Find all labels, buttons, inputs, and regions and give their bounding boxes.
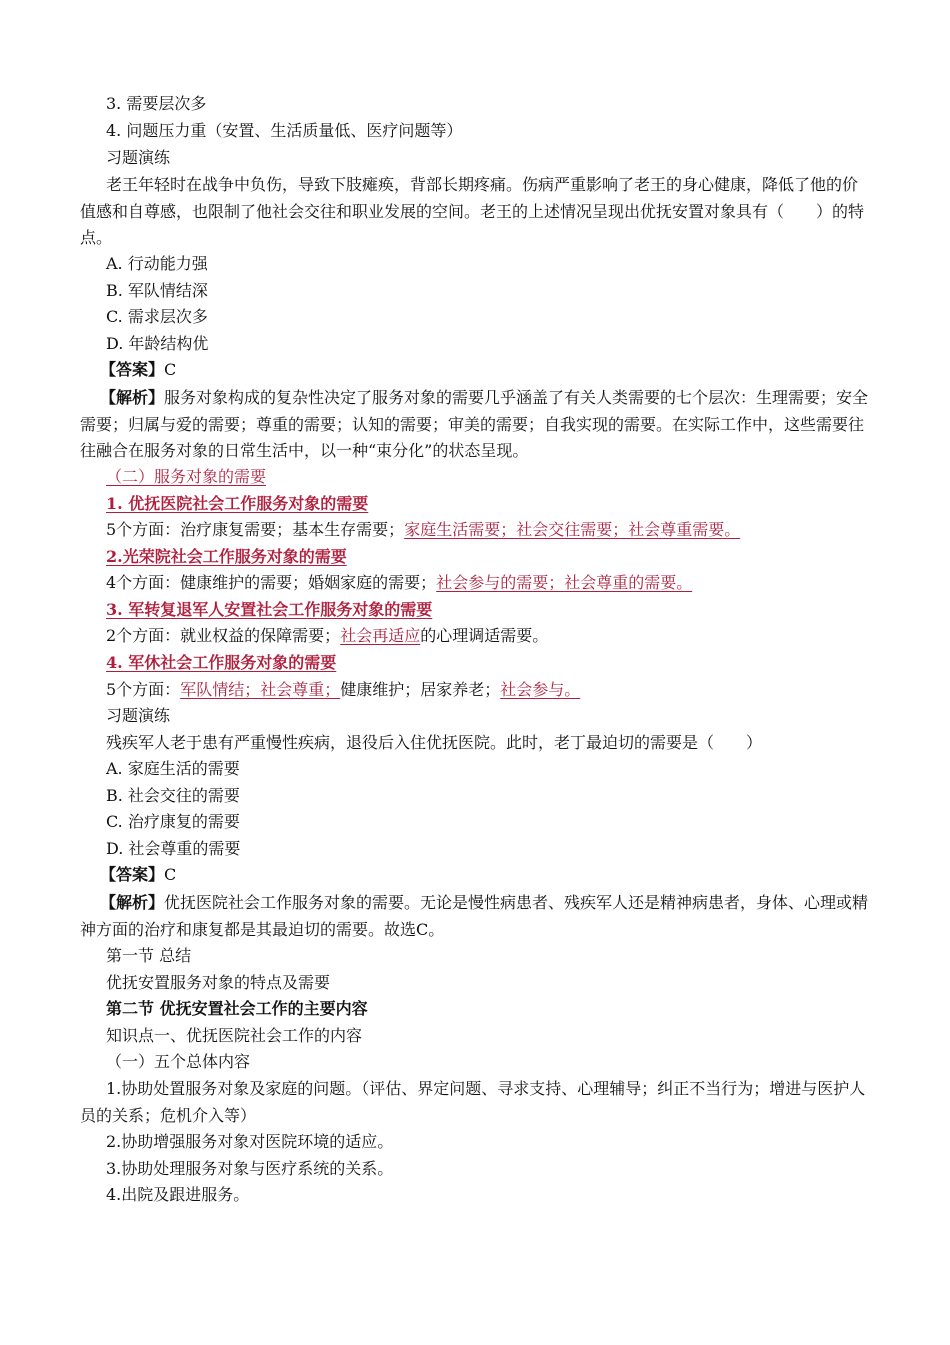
exercise-label: 习题演练 bbox=[106, 706, 171, 725]
analysis-paragraph bbox=[80, 385, 870, 465]
analysis-paragraph bbox=[80, 890, 870, 943]
subsection-title: （一）五个总体内容 bbox=[106, 1052, 251, 1071]
needs-heading-4: 4. 军休社会工作服务对象的需要 bbox=[106, 653, 337, 672]
needs-heading-3: 3. 军转复退军人安置社会工作服务对象的需要 bbox=[106, 600, 433, 619]
needs-line-3-plain: 2个方面：就业权益的保障需要； bbox=[106, 626, 341, 645]
needs-heading-1: 1. 优抚医院社会工作服务对象的需要 bbox=[106, 494, 369, 513]
question-text: 残疾军人老于患有严重慢性疾病，退役后入住优抚医院。此时，老丁最迫切的需要是（ ） bbox=[106, 733, 763, 752]
needs-line-4-plain: 5个方面： bbox=[106, 680, 181, 699]
summary-text: 优抚安置服务对象的特点及需要 bbox=[106, 973, 331, 992]
needs-heading: （二）服务对象的需要 bbox=[106, 467, 267, 486]
needs-line-4-highlight-1: 军队情结；社会尊重； bbox=[180, 680, 341, 699]
section-title: 第二节 优抚安置社会工作的主要内容 bbox=[106, 999, 368, 1018]
needs-line-3-tail: 的心理调适需要。 bbox=[420, 626, 549, 645]
needs-line-2-plain: 4个方面：健康维护的需要；婚姻家庭的需要； bbox=[106, 573, 437, 592]
content-item-3: 3.协助处理服务对象与医疗系统的关系。 bbox=[106, 1159, 394, 1178]
answer-label: 【答案】 bbox=[100, 360, 165, 379]
analysis-text: 优抚医院社会工作服务对象的需要。无论是慢性病患者、残疾军人还是精神病患者，身体、心理或精神方面的治疗和康复都是其最迫切的需要。故选C。 bbox=[80, 893, 869, 939]
summary-title: 第一节 总结 bbox=[106, 946, 192, 965]
needs-line-4-mid: 健康维护；居家养老； bbox=[340, 680, 501, 699]
answer-label: 【答案】 bbox=[100, 865, 165, 884]
needs-line-1 bbox=[106, 519, 740, 541]
needs-line-1-highlight: 家庭生活需要；社会交往需要；社会尊重需要。 bbox=[404, 520, 741, 539]
option-a: A. 家庭生活的需要 bbox=[106, 759, 240, 778]
option-c: C. 治疗康复的需要 bbox=[106, 812, 240, 831]
content-item-4: 4.出院及跟进服务。 bbox=[106, 1185, 250, 1204]
answer-value: C bbox=[164, 360, 177, 379]
needs-heading-2: 2.光荣院社会工作服务对象的需要 bbox=[106, 547, 347, 566]
list-item: 4. 问题压力重（安置、生活质量低、医疗问题等） bbox=[106, 121, 463, 140]
option-d: D. 年龄结构优 bbox=[106, 334, 209, 353]
option-b: B. 军队情结深 bbox=[106, 281, 208, 300]
option-c: C. 需求层次多 bbox=[106, 307, 208, 326]
answer-line bbox=[100, 359, 176, 381]
needs-line-1-plain: 5个方面：治疗康复需要；基本生存需要； bbox=[106, 520, 405, 539]
option-b: B. 社会交往的需要 bbox=[106, 786, 240, 805]
question-text: 老王年轻时在战争中负伤，导致下肢瘫痪，背部长期疼痛。伤病严重影响了老王的身心健康，降低了他的价值感和自尊感，也限制了他社会交往和职业发展的空间。老王的上述情况呈现出优抚安置对象具有（ ）的特点。 bbox=[80, 175, 865, 247]
exercise-label: 习题演练 bbox=[106, 148, 171, 167]
needs-line-4 bbox=[106, 679, 580, 701]
needs-line-2-highlight: 社会参与的需要；社会尊重的需要。 bbox=[436, 573, 693, 592]
analysis-label: 【解析】 bbox=[100, 388, 165, 407]
needs-line-2 bbox=[106, 572, 692, 594]
needs-line-4-highlight-2: 社会参与。 bbox=[500, 680, 581, 699]
knowledge-point: 知识点一、优抚医院社会工作的内容 bbox=[106, 1026, 363, 1045]
needs-line-3-highlight: 社会再适应 bbox=[340, 626, 421, 645]
answer-value: C bbox=[164, 865, 177, 884]
option-a: A. 行动能力强 bbox=[106, 254, 208, 273]
option-d: D. 社会尊重的需要 bbox=[106, 839, 241, 858]
analysis-label: 【解析】 bbox=[100, 893, 165, 912]
analysis-text: 服务对象构成的复杂性决定了服务对象的需要几乎涵盖了有关人类需要的七个层次：生理需要；安全需要；归属与爱的需要；尊重的需要；认知的需要；审美的需要；自我实现的需要。在实际工作中，这些需要往往融合在服务对象的日常生活中，以一种“束分化”的状态呈现。 bbox=[80, 388, 869, 460]
answer-line bbox=[100, 864, 176, 886]
content-item-2: 2.协助增强服务对象对医院环境的适应。 bbox=[106, 1132, 394, 1151]
list-item: 3. 需要层次多 bbox=[106, 94, 207, 113]
content-item-1: 1.协助处置服务对象及家庭的问题。（评估、界定问题、寻求支持、心理辅导；纠正不当行为；增进与医护人员的关系；危机介入等） bbox=[80, 1079, 866, 1125]
needs-line-3 bbox=[106, 625, 548, 647]
